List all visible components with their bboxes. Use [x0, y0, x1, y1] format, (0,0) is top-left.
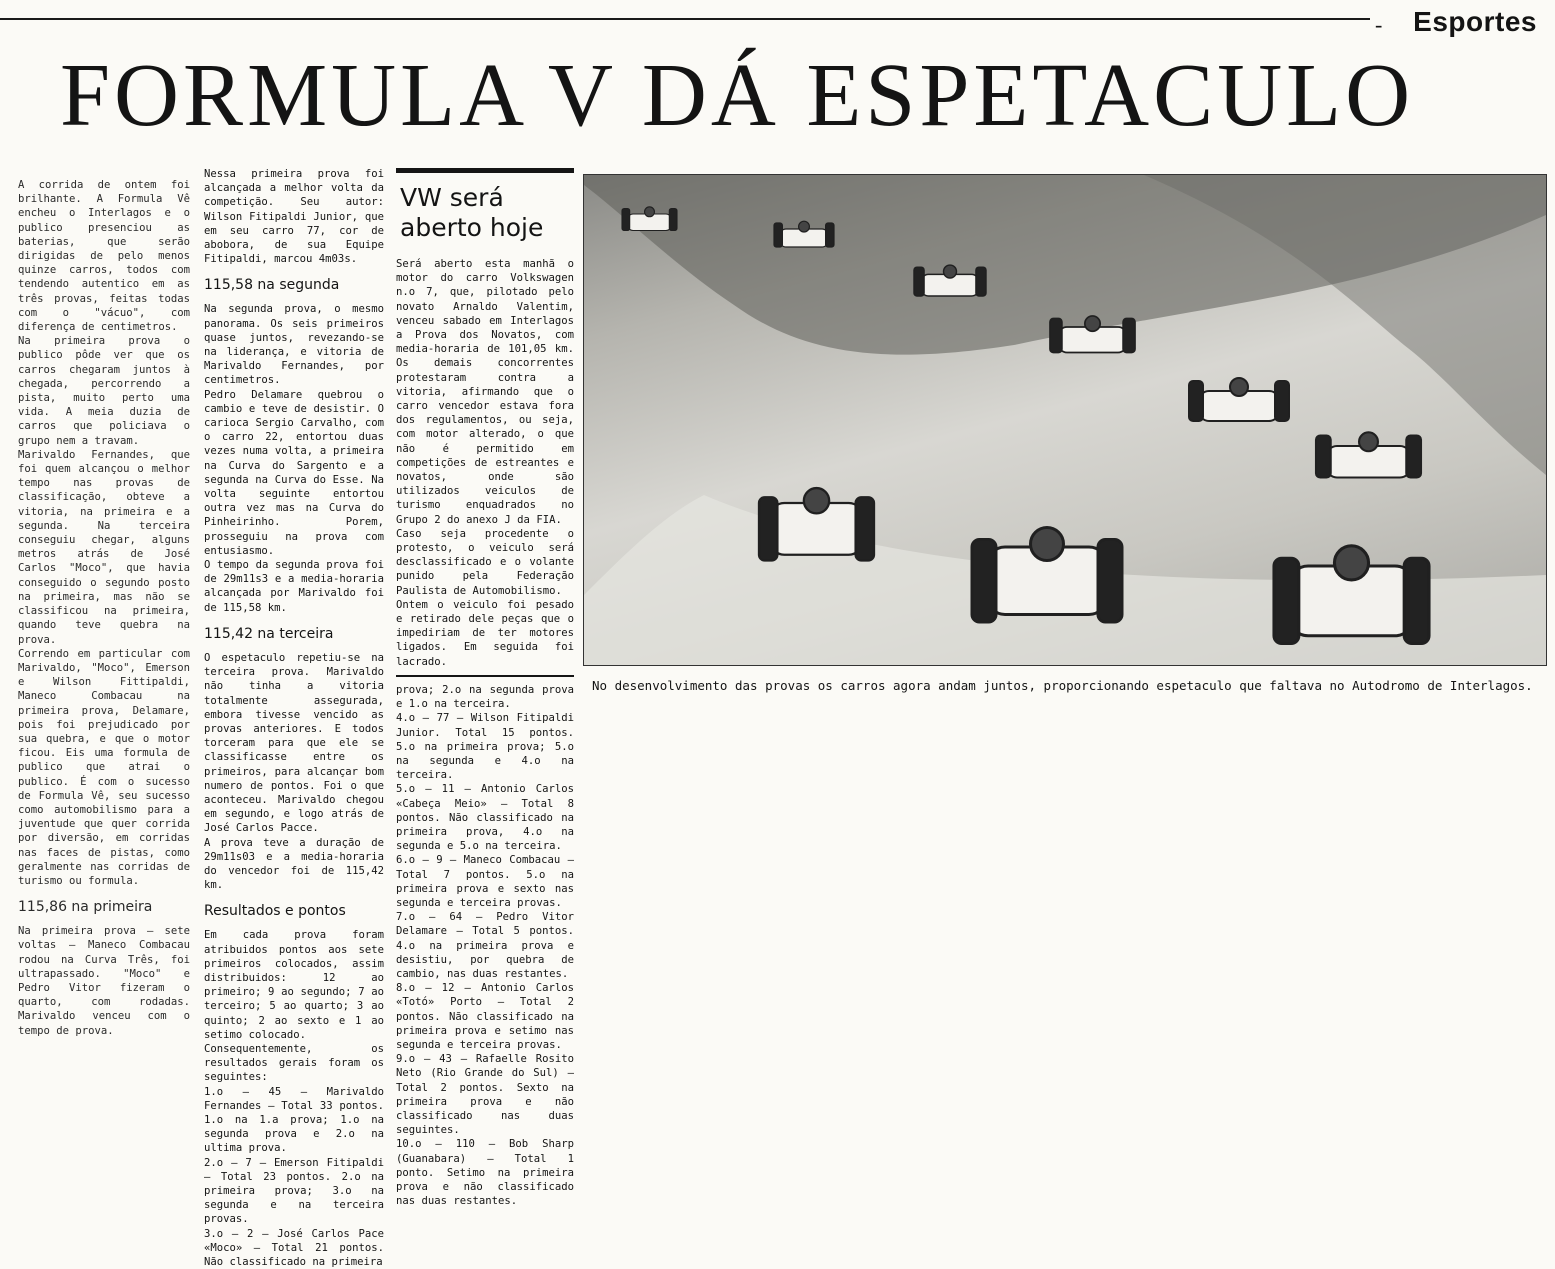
- masthead-dash: -: [1375, 12, 1383, 37]
- section-label: Esportes: [1413, 6, 1537, 37]
- subheading: 115,86 na primeira: [18, 899, 153, 916]
- paragraph: O tempo da segunda prova foi de 29m11s3 e a media-horaria alcançada por Marivaldo foi de 115,58 km.: [204, 559, 384, 614]
- paragraph: Nessa primeira prova foi alcançada a melhor volta da competição. Seu autor: Wilson Fitipaldi Junior, que em seu carro 77, cor de abobora, de sua Equipe Fitipaldi, marcou 4m03s.: [204, 168, 384, 266]
- race-car: [1189, 378, 1289, 421]
- sidebar-box-title: VW será aberto hoje: [400, 183, 544, 242]
- race-photo-illustration: [584, 175, 1546, 665]
- paragraph: 1.o — 45 — Marivaldo Fernandes — Total 33 pontos. 1.o na 1.a prova; 1.o na segunda prova e 2.o na ultima prova.: [204, 1085, 384, 1155]
- race-car: [759, 488, 874, 560]
- box-top-rule: [396, 168, 574, 173]
- paragraph: 7.o — 64 — Pedro Vitor Delamare — Total 5 pontos. 4.o na primeira prova e desistiu, por quebra de cambio, nas duas restantes.: [396, 911, 574, 980]
- paragraph: 5.o — 11 — Antonio Carlos «Cabeça Meio» — Total 8 pontos. Não classificado na primeira prova, 4.o na segunda e 5.o na terceira.: [396, 783, 574, 853]
- paragraph: Correndo em particular com Marivaldo, "Moco", Emerson e Wilson Fittipaldi, Maneco Combacau na primeira prova, Delamare, pois foi prejudicado por sua quebra, e que o motor ficou. Eis uma formula de publico que atrai o publico. É com o sucesso de Formula Vê, seu sucesso como automobilismo para a juventude que quer corrida por diversão, em corridas nas faces de pistas, como geralmente nas corridas de turismo ou formula.: [18, 647, 190, 887]
- paragraph: O espetaculo repetiu-se na terceira prova. Marivaldo não tinha a vitoria totalmente assegurada, embora tivesse vencido as provas anteriores. E todos torceram para que ele se classificasse entre os primeiros, para alcançar bom numero de pontos. Foi o que aconteceu. Marivaldo chegou em segundo, e logo atrás de José Carlos Pacce.: [204, 651, 384, 835]
- photo-caption: No desenvolvimento das provas os carros agora andam juntos, proporcionando espetaculo que faltava no Autodromo de Interlagos.: [592, 678, 1533, 693]
- paragraph: Pedro Delamare quebrou o cambio e teve de desistir. O carioca Sergio Carvalho, com o carro 22, entortou duas vezes numa volta, a primeira na Curva do Sargento e a segunda na Curva do Esse. Na volta seguinte entortou outra vez mas na Curva do Pinheirinho. Porem, prosseguiu na prova com entusiasmo.: [204, 388, 384, 557]
- race-car: [1274, 546, 1429, 644]
- box-bottom-rule: [396, 675, 574, 677]
- paragraph: 3.o — 2 — José Carlos Pace «Moco» — Total 21 pontos. Não classificado na primeira: [204, 1227, 384, 1269]
- headline: FORMULA V DÁ ESPETACULO: [60, 46, 1415, 145]
- paragraph: 10.o — 110 — Bob Sharp (Guanabara) — Total 1 ponto. Setimo na primeira prova e não classificado nas duas restantes.: [396, 1138, 574, 1208]
- subheading: 115,42 na terceira: [204, 625, 334, 642]
- subheading: 115,58 na segunda: [204, 277, 340, 294]
- subheading: Resultados e pontos: [204, 903, 346, 920]
- paragraph: Na primeira prova — sete voltas — Maneco Combacau rodou na Curva Três, foi ultrapassado. "Moco" e Pedro Vitor fizeram o quarto, com rodadas. Marivaldo venceu com o tempo de prova.: [18, 925, 190, 1037]
- race-car: [972, 528, 1122, 623]
- paragraph: Ontem o veiculo foi pesado e retirado dele peças que o impediriam de ter motores ligados. Em seguida foi lacrado.: [396, 598, 574, 668]
- paragraph: 6.o — 9 — Maneco Combacau — Total 7 pontos. 5.o na primeira prova e sexto nas segunda e terceira provas.: [396, 854, 574, 909]
- paragraph: A prova teve a duração de 29m11s03 e a media-horaria do vencedor foi de 115,42 km.: [204, 836, 384, 892]
- paragraph: 9.o — 43 — Rafaelle Rosito Neto (Rio Grande do Sul) — Total 2 pontos. Sexto na primeira prova e não classificado nas duas seguintes.: [396, 1053, 574, 1137]
- paragraph: 8.o — 12 — Antonio Carlos «Totó» Porto — Total 2 pontos. Não classificado na primeira prova e setimo nas segunda e terceira provas.: [396, 982, 574, 1051]
- article-column-3: [396, 168, 574, 1208]
- paragraph: A corrida de ontem foi brilhante. A Formula Vê encheu o Interlagos e o publico presenciou as baterias, que serão dirigidas de pelo menos quinze carros, todos com tendendo autentico em as três provas, feitas todas com o "vácuo", com diferença de centimetros.: [18, 179, 190, 334]
- paragraph: Em cada prova foram atribuidos pontos aos sete primeiros colocados, assim distribuidos: 12 ao primeiro; 9 ao segundo; 7 ao terceiro; 5 ao quarto; 3 ao quinto; 2 ao sexto e 1 ao setimo colocado.: [204, 929, 384, 1041]
- article-column-1: [18, 178, 190, 1037]
- paragraph: Será aberto esta manhã o motor do carro Volkswagen n.o 7, que, pilotado pelo novato Arnaldo Valentim, venceu sabado em Interlagos a Prova dos Novatos, com media-horaria de 101,05 km. Os demais concorrentes protestaram contra a vitoria, afirmando que o carro vencedor estava fora dos regulamentos, ou seja, com motor alterado, o que não é permitido em competições de estreantes e novatos, onde são utilizados veiculos de turismo enquadrados no Grupo 2 do anexo J da FIA.: [396, 258, 574, 526]
- masthead-rule: [0, 18, 1370, 20]
- paragraph: 4.o — 77 — Wilson Fitipaldi Junior. Total 15 pontos. 5.o na primeira prova; 5.o na segunda e 4.o na terceira.: [396, 712, 574, 782]
- paragraph: Na segunda prova, o mesmo panorama. Os seis primeiros quase juntos, revezando-se na liderança, e vitoria de Marivaldo Fernandes, por centimetros.: [204, 303, 384, 387]
- paragraph: 2.o — 7 — Emerson Fitipaldi — Total 23 pontos. 2.o na primeira prova; 3.o na segunda e na terceira provas.: [204, 1156, 384, 1226]
- paragraph: Na primeira prova o publico pôde ver que os carros chegaram juntos à chegada, percorrendo a pista, muito perto uma vida. A meia duzia de carros que policiava o grupo nem a travam.: [18, 335, 190, 447]
- race-photo: [583, 174, 1547, 666]
- paragraph: Marivaldo Fernandes, que foi quem alcançou o melhor tempo nas provas de classificação, obteve a vitoria, na primeira e a segunda. Na terceira conseguiu chegar, alguns metros atrás de José Carlos "Moco", que havia conseguido o segundo posto na primeira, mas não se classificou na primeira, quando teve quebra na prova.: [18, 448, 190, 646]
- paragraph: Consequentemente, os resultados gerais foram os seguintes:: [204, 1042, 384, 1084]
- article-column-2: [204, 167, 384, 1269]
- paragraph: Caso seja procedente o protesto, o veiculo será desclassificado e o volante punido pela Federação Paulista de Automobilismo.: [396, 527, 574, 597]
- race-car: [1316, 432, 1421, 477]
- paragraph: prova; 2.o na segunda prova e 1.o na terceira.: [396, 683, 574, 711]
